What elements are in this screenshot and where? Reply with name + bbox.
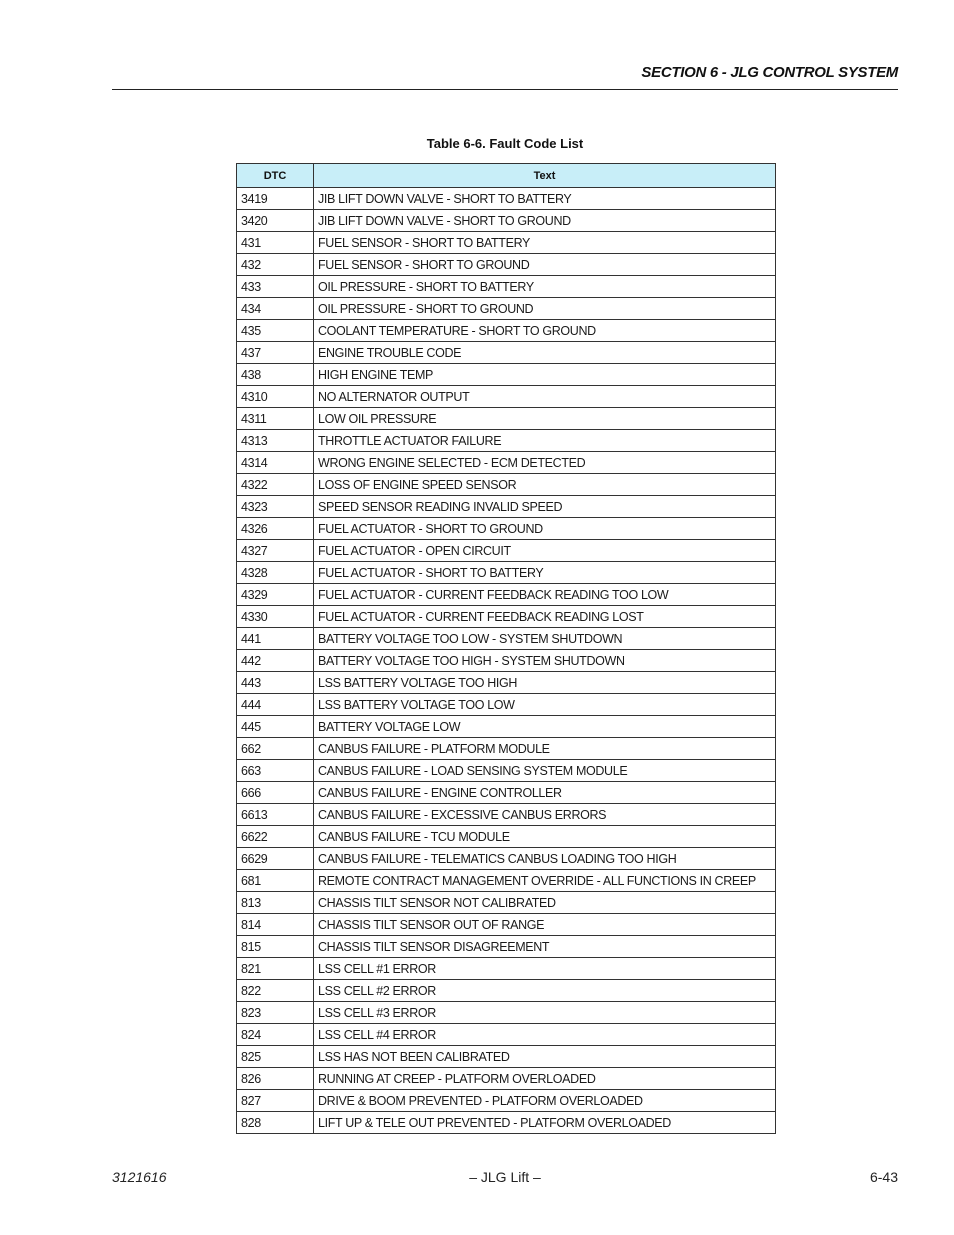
table-row — [237, 342, 776, 364]
table-row — [237, 606, 776, 628]
table-row — [237, 628, 776, 650]
table-row — [237, 320, 776, 342]
fault-text-cell: BATTERY VOLTAGE LOW — [314, 716, 776, 738]
dtc-cell: 6629 — [237, 848, 314, 870]
dtc-cell: 4329 — [237, 584, 314, 606]
table-row — [237, 1090, 776, 1112]
fault-text-cell: CANBUS FAILURE - TCU MODULE — [314, 826, 776, 848]
table-row — [237, 1112, 776, 1134]
fault-text-cell: FUEL ACTUATOR - CURRENT FEEDBACK READING TOO LOW — [314, 584, 776, 606]
dtc-cell: 4323 — [237, 496, 314, 518]
table-row — [237, 364, 776, 386]
dtc-cell: 445 — [237, 716, 314, 738]
dtc-cell: 823 — [237, 1002, 314, 1024]
table-row — [237, 408, 776, 430]
fault-text-cell: FUEL ACTUATOR - SHORT TO BATTERY — [314, 562, 776, 584]
dtc-cell: 4310 — [237, 386, 314, 408]
fault-text-cell: CANBUS FAILURE - TELEMATICS CANBUS LOADING TOO HIGH — [314, 848, 776, 870]
fault-text-cell: WRONG ENGINE SELECTED - ECM DETECTED — [314, 452, 776, 474]
table-row — [237, 430, 776, 452]
dtc-cell: 827 — [237, 1090, 314, 1112]
table-row — [237, 672, 776, 694]
dtc-cell: 4322 — [237, 474, 314, 496]
dtc-cell: 662 — [237, 738, 314, 760]
fault-text-cell: ENGINE TROUBLE CODE — [314, 342, 776, 364]
header-rule — [112, 89, 898, 90]
dtc-cell: 433 — [237, 276, 314, 298]
fault-text-cell: LSS CELL #2 ERROR — [314, 980, 776, 1002]
table-header-row — [237, 164, 776, 188]
fault-text-cell: REMOTE CONTRACT MANAGEMENT OVERRIDE - ALL FUNCTIONS IN CREEP — [314, 870, 776, 892]
dtc-cell: 681 — [237, 870, 314, 892]
table-row — [237, 496, 776, 518]
dtc-cell: 6613 — [237, 804, 314, 826]
table-row — [237, 1046, 776, 1068]
table-row — [237, 1068, 776, 1090]
table-row — [237, 936, 776, 958]
column-header-text: Text — [314, 164, 776, 188]
table-row — [237, 958, 776, 980]
fault-text-cell: LSS CELL #4 ERROR — [314, 1024, 776, 1046]
fault-text-cell: FUEL ACTUATOR - CURRENT FEEDBACK READING LOST — [314, 606, 776, 628]
dtc-cell: 824 — [237, 1024, 314, 1046]
dtc-cell: 4327 — [237, 540, 314, 562]
table-caption: Table 6-6. Fault Code List — [426, 136, 584, 151]
dtc-cell: 444 — [237, 694, 314, 716]
table-row — [237, 386, 776, 408]
fault-text-cell: LSS BATTERY VOLTAGE TOO LOW — [314, 694, 776, 716]
fault-code-table — [236, 163, 776, 1134]
dtc-cell: 443 — [237, 672, 314, 694]
table-row — [237, 518, 776, 540]
fault-text-cell: CANBUS FAILURE - ENGINE CONTROLLER — [314, 782, 776, 804]
dtc-cell: 6622 — [237, 826, 314, 848]
table-row — [237, 188, 776, 210]
dtc-cell: 3419 — [237, 188, 314, 210]
table-row — [237, 760, 776, 782]
fault-text-cell: BATTERY VOLTAGE TOO LOW - SYSTEM SHUTDOWN — [314, 628, 776, 650]
table-row — [237, 694, 776, 716]
dtc-cell: 666 — [237, 782, 314, 804]
dtc-cell: 434 — [237, 298, 314, 320]
footer-brand: – JLG Lift – — [469, 1169, 541, 1185]
table-row — [237, 452, 776, 474]
fault-text-cell: CANBUS FAILURE - LOAD SENSING SYSTEM MODULE — [314, 760, 776, 782]
dtc-cell: 441 — [237, 628, 314, 650]
table-row — [237, 892, 776, 914]
table-row — [237, 870, 776, 892]
dtc-cell: 4326 — [237, 518, 314, 540]
fault-text-cell: JIB LIFT DOWN VALVE - SHORT TO GROUND — [314, 210, 776, 232]
fault-text-cell: RUNNING AT CREEP - PLATFORM OVERLOADED — [314, 1068, 776, 1090]
page-number: 6-43 — [869, 1169, 898, 1185]
section-title: SECTION 6 - JLG CONTROL SYSTEM — [641, 64, 898, 81]
table-row — [237, 650, 776, 672]
fault-text-cell: NO ALTERNATOR OUTPUT — [314, 386, 776, 408]
dtc-cell: 815 — [237, 936, 314, 958]
dtc-cell: 4328 — [237, 562, 314, 584]
table-body — [237, 188, 776, 1134]
fault-text-cell: JIB LIFT DOWN VALVE - SHORT TO BATTERY — [314, 188, 776, 210]
table-row — [237, 738, 776, 760]
table-row — [237, 804, 776, 826]
fault-text-cell: LIFT UP & TELE OUT PREVENTED - PLATFORM OVERLOADED — [314, 1112, 776, 1134]
dtc-cell: 3420 — [237, 210, 314, 232]
table-row — [237, 298, 776, 320]
table-row — [237, 254, 776, 276]
table-row — [237, 540, 776, 562]
dtc-cell: 821 — [237, 958, 314, 980]
fault-text-cell: BATTERY VOLTAGE TOO HIGH - SYSTEM SHUTDOWN — [314, 650, 776, 672]
fault-text-cell: CHASSIS TILT SENSOR OUT OF RANGE — [314, 914, 776, 936]
fault-text-cell: CANBUS FAILURE - PLATFORM MODULE — [314, 738, 776, 760]
fault-text-cell: CANBUS FAILURE - EXCESSIVE CANBUS ERRORS — [314, 804, 776, 826]
table-row — [237, 1024, 776, 1046]
table-row — [237, 716, 776, 738]
dtc-cell: 4330 — [237, 606, 314, 628]
table-row — [237, 584, 776, 606]
fault-text-cell: LSS CELL #3 ERROR — [314, 1002, 776, 1024]
fault-text-cell: OIL PRESSURE - SHORT TO BATTERY — [314, 276, 776, 298]
fault-text-cell: DRIVE & BOOM PREVENTED - PLATFORM OVERLOADED — [314, 1090, 776, 1112]
fault-text-cell: LOW OIL PRESSURE — [314, 408, 776, 430]
fault-text-cell: LSS CELL #1 ERROR — [314, 958, 776, 980]
fault-text-cell: COOLANT TEMPERATURE - SHORT TO GROUND — [314, 320, 776, 342]
fault-text-cell: FUEL ACTUATOR - SHORT TO GROUND — [314, 518, 776, 540]
dtc-cell: 438 — [237, 364, 314, 386]
dtc-cell: 4311 — [237, 408, 314, 430]
table-row — [237, 210, 776, 232]
dtc-cell: 442 — [237, 650, 314, 672]
table-row — [237, 914, 776, 936]
document-number: 3121616 — [112, 1169, 167, 1185]
table-row — [237, 1002, 776, 1024]
dtc-cell: 813 — [237, 892, 314, 914]
dtc-cell: 663 — [237, 760, 314, 782]
fault-text-cell: FUEL SENSOR - SHORT TO GROUND — [314, 254, 776, 276]
dtc-cell: 4313 — [237, 430, 314, 452]
fault-text-cell: LSS BATTERY VOLTAGE TOO HIGH — [314, 672, 776, 694]
table-row — [237, 232, 776, 254]
fault-text-cell: LSS HAS NOT BEEN CALIBRATED — [314, 1046, 776, 1068]
dtc-cell: 431 — [237, 232, 314, 254]
table-row — [237, 826, 776, 848]
dtc-cell: 828 — [237, 1112, 314, 1134]
fault-text-cell: LOSS OF ENGINE SPEED SENSOR — [314, 474, 776, 496]
fault-text-cell: THROTTLE ACTUATOR FAILURE — [314, 430, 776, 452]
fault-text-cell: FUEL ACTUATOR - OPEN CIRCUIT — [314, 540, 776, 562]
fault-text-cell: HIGH ENGINE TEMP — [314, 364, 776, 386]
dtc-cell: 432 — [237, 254, 314, 276]
dtc-cell: 4314 — [237, 452, 314, 474]
dtc-cell: 825 — [237, 1046, 314, 1068]
fault-text-cell: OIL PRESSURE - SHORT TO GROUND — [314, 298, 776, 320]
fault-text-cell: CHASSIS TILT SENSOR DISAGREEMENT — [314, 936, 776, 958]
table-row — [237, 782, 776, 804]
dtc-cell: 814 — [237, 914, 314, 936]
table-row — [237, 276, 776, 298]
dtc-cell: 435 — [237, 320, 314, 342]
fault-text-cell: CHASSIS TILT SENSOR NOT CALIBRATED — [314, 892, 776, 914]
fault-text-cell: SPEED SENSOR READING INVALID SPEED — [314, 496, 776, 518]
table-row — [237, 474, 776, 496]
dtc-cell: 822 — [237, 980, 314, 1002]
table-row — [237, 980, 776, 1002]
table-row — [237, 562, 776, 584]
dtc-cell: 437 — [237, 342, 314, 364]
fault-text-cell: FUEL SENSOR - SHORT TO BATTERY — [314, 232, 776, 254]
dtc-cell: 826 — [237, 1068, 314, 1090]
column-header-dtc: DTC — [237, 164, 314, 188]
table-row — [237, 848, 776, 870]
